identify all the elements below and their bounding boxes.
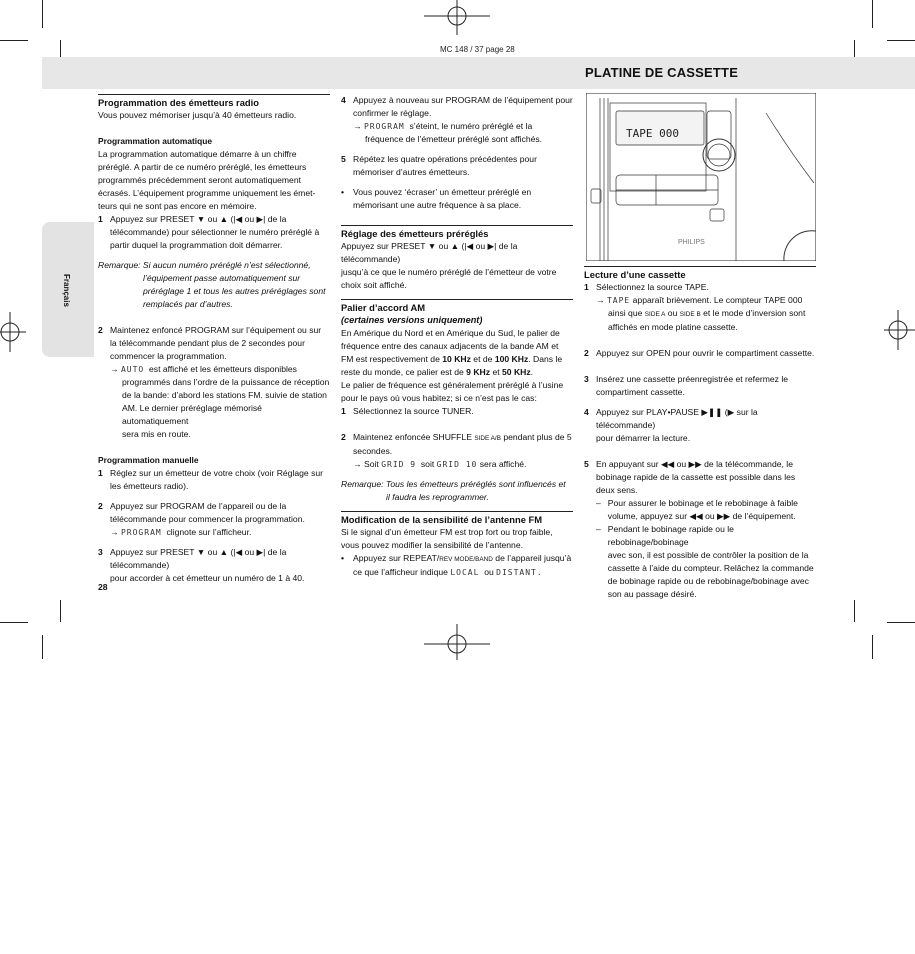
text-line: fréquence entre des canaux adjacents de la bande AM et: [341, 341, 559, 351]
text-line: deux sens.: [596, 485, 638, 495]
text-run: sera affiché.: [479, 459, 527, 469]
chapter-title: PLATINE DE CASSETTE: [585, 65, 739, 80]
step-number: 3: [98, 547, 103, 557]
text-line: cassette à l’aide du compteur. Relâchez la commande: [607, 563, 814, 573]
lcd-text: PROGRAM: [363, 122, 405, 131]
step: [584, 373, 816, 399]
text-line: clignote sur l’afficheur.: [166, 527, 252, 537]
section-title: Palier d’accord AM: [341, 299, 573, 314]
step: [341, 431, 573, 471]
remark-line: l’équipement passe automatiquement sur: [143, 273, 301, 283]
bullet-item: [341, 186, 573, 212]
subsection-title: Programmation manuelle: [98, 455, 199, 465]
text-run: apparaît brièvement. Le compteur TAPE 000: [632, 295, 803, 305]
text-line: Vous pouvez ‘écraser’ un émetteur préréglé en: [353, 187, 532, 197]
value-100khz: 100 KHz: [494, 354, 529, 364]
remark: Remarque: Tous les émetteurs préréglés sont influencés et: [341, 479, 566, 489]
step: [584, 406, 816, 445]
text-line: Appuyez sur OPEN pour ouvrir le compartiment cassette.: [596, 348, 815, 358]
step-number: 3: [584, 374, 589, 384]
text-line: Pendant le bobinage rapide ou le rebobinage/bobinage: [607, 524, 734, 547]
small-caps: SIDE A: [644, 311, 666, 318]
text-run: .: [530, 367, 534, 377]
text-line: pour démarrer la lecture.: [596, 433, 691, 443]
step-number: 1: [98, 214, 103, 224]
registration-target-left: [0, 312, 26, 352]
value-50khz: 50 KHz: [502, 367, 531, 377]
text-run: Maintenez enfoncée SHUFFLE: [353, 432, 475, 442]
text-run: ou: [484, 567, 494, 577]
text-line: télécommande pour commencer la programmation.: [110, 514, 305, 524]
text-line: Appuyez sur PRESET ▼ ou ▲ (|◀ ou ▶| de la télécommande): [341, 241, 518, 264]
text-line: est affiché et les émetteurs disponibles: [149, 364, 297, 374]
step: [584, 281, 816, 334]
text-line: Répétez les quatre opérations précédentes pour: [353, 154, 537, 164]
step: [341, 405, 573, 418]
text-line: vous pouvez modifier la sensibilité de l’antenne.: [341, 540, 524, 550]
crop-mark: [887, 40, 915, 41]
text-run: ainsi que: [608, 308, 645, 318]
value-9khz: 9 KHz: [466, 367, 491, 377]
step: [341, 94, 573, 146]
step: [341, 153, 573, 179]
section-title: Programmation des émetteurs radio: [98, 94, 330, 109]
text-line: partir duquel la programmation doit démarrer.: [110, 240, 283, 250]
text-line: [341, 366, 573, 379]
page-number: 28: [98, 582, 108, 592]
text-line: bobinage rapide de la cassette est possible dans les: [596, 472, 796, 482]
dash-icon: –: [596, 524, 601, 534]
text-line: son au passage désiré.: [607, 589, 697, 599]
step-number: 2: [98, 501, 103, 511]
text-run: Appuyez sur REPEAT/: [353, 553, 440, 563]
arrow-icon: →: [596, 295, 605, 305]
text-line: Insérez une cassette préenregistrée et refermez le: [596, 374, 789, 384]
column-2: [341, 94, 573, 579]
remark: Remarque: Si aucun numéro préréglé n’est sélectionné,: [98, 260, 311, 270]
crop-mark: [887, 622, 915, 623]
page-code: MC 148 / 37 page 28: [440, 45, 515, 54]
step: [98, 500, 330, 539]
text-run: ce que l’afficheur indique: [353, 567, 448, 577]
step: [98, 546, 330, 585]
step-number: 1: [584, 282, 589, 292]
dash-item: [596, 497, 816, 523]
text-line: La programmation automatique démarre à un chiffre: [98, 149, 297, 159]
text-run: FM est respectivement de: [341, 354, 443, 364]
dash-item: [596, 523, 816, 601]
text-run: pendant plus de 5: [500, 432, 572, 442]
text-line: Appuyez sur PLAY•PAUSE ▶❚❚ (▶ sur la télécommande): [596, 407, 758, 430]
text-line: pour le pays où vous habitez; si ce n’est pas le cas:: [341, 393, 537, 403]
text-line: Appuyez sur PRESET ▼ ou ▲ (|◀ ou ▶| de la télécommande): [110, 547, 287, 570]
text-line: la télécommande pendant plus de 2 secondes pour: [110, 338, 305, 348]
text-line: commencer la programmation.: [110, 351, 227, 361]
step-number: 4: [584, 407, 589, 417]
text-line: écrasés. L’équipement programme uniquement les émet-: [98, 188, 316, 198]
crop-mark: [42, 0, 43, 28]
text-run: de l’appareil jusqu’à: [492, 553, 572, 563]
step: [584, 347, 816, 360]
step: [584, 458, 816, 601]
step: [98, 324, 330, 441]
text-line: choix soit affiché.: [341, 280, 407, 290]
text-line: s’éteint, le numéro préréglé et la: [409, 121, 533, 131]
text-run: ou: [665, 308, 680, 318]
text-line: teurs qui ne sont pas encore en mémoire.: [98, 201, 257, 211]
header-band: [42, 57, 915, 89]
section-subtitle: (certaines versions uniquement): [341, 315, 483, 325]
crop-mark: [0, 622, 28, 623]
text-line: jusqu’à ce que le numéro préréglé de l’émetteur de votre: [341, 267, 557, 277]
arrow-icon: →: [353, 459, 362, 469]
bullet-item: [341, 552, 573, 579]
paragraph: Vous pouvez mémoriser jusqu’à 40 émetteurs radio.: [98, 110, 297, 120]
brand-logo: PHILIPS: [678, 239, 705, 246]
small-caps: SIDE B: [679, 311, 701, 318]
crop-mark: [872, 0, 873, 28]
display-readout: TAPE 000: [626, 127, 679, 140]
crop-mark: [60, 600, 61, 622]
text-run: et: [490, 367, 503, 377]
bullet-icon: •: [341, 553, 345, 563]
lcd-text: GRID 10: [436, 460, 478, 469]
lcd-text: LOCAL: [450, 568, 480, 577]
text-line: volume, appuyez sur ◀◀ ou ▶▶ de l’équipement.: [607, 511, 796, 521]
text-run: . Dans le: [528, 354, 563, 364]
text-line: Maintenez enfoncé PROGRAM sur l’équipement ou sur: [110, 325, 322, 335]
text-run: Soit: [363, 459, 379, 469]
text-run: et de: [470, 354, 495, 364]
language-tab-label: Français: [62, 274, 71, 307]
text-line: affichés en mode platine cassette.: [608, 322, 738, 332]
text-line: AM. Le dernier préréglage mémorisé automatiquement: [122, 403, 262, 426]
value-10khz: 10 KHz: [442, 354, 471, 364]
lcd-text: DISTANT.: [496, 568, 543, 577]
text-line: Le palier de fréquence est généralement préréglé à l’usine: [341, 380, 564, 390]
section-title: Lecture d’une cassette: [584, 266, 816, 281]
bullet-icon: •: [341, 187, 345, 197]
text-line: de bobinage rapide ou de rebobinage/bobinage avec: [607, 576, 809, 586]
arrow-icon: →: [110, 527, 119, 537]
text-line: les émetteurs radio).: [110, 481, 189, 491]
crop-mark: [854, 600, 855, 622]
text-line: En appuyant sur ◀◀ ou ▶▶ de la télécommande, le: [596, 459, 793, 469]
step-number: 1: [98, 468, 103, 478]
arrow-icon: →: [110, 364, 119, 374]
text-run: et le mode d’inversion sont: [700, 308, 806, 318]
text-line: pour accorder à cet émetteur un numéro de 1 à 40.: [110, 573, 305, 583]
section-title: Réglage des émetteurs préréglés: [341, 225, 573, 240]
step-number: 4: [341, 95, 346, 105]
column-3: [584, 266, 816, 601]
remark-line: préréglage 1 et tous les autres préréglages sont: [143, 286, 326, 296]
remark-line: il faudra les reprogrammer.: [386, 492, 489, 502]
text-line: télécommande) pour sélectionner le numéro préréglé à: [110, 227, 320, 237]
text-line: programmés dans l’ordre de la puissance de réception: [122, 377, 330, 387]
registration-target-top: [424, 0, 490, 36]
text-line: Sélectionnez la source TUNER.: [353, 406, 474, 416]
text-line: Appuyez à nouveau sur PROGRAM de l’équipement pour: [353, 95, 573, 105]
lcd-text: PROGRAM: [120, 528, 162, 537]
small-caps: REV MODE/BAND: [439, 556, 493, 563]
dash-icon: –: [596, 498, 601, 508]
step-number: 2: [584, 348, 589, 358]
text-line: Appuyez sur PRESET ▼ ou ▲ (|◀ ou ▶| de la: [110, 214, 287, 224]
text-line: programmés précédemment seront automatiquement: [98, 175, 302, 185]
text-line: Sélectionnez la source TAPE.: [596, 282, 709, 292]
text-line: mémoriser d’autres émetteurs.: [353, 167, 470, 177]
text-line: compartiment cassette.: [596, 387, 685, 397]
text-line: sera mis en route.: [122, 429, 191, 439]
text-run: soit: [420, 459, 435, 469]
small-caps: SIDE A/B: [474, 435, 501, 442]
remark-line: remplacés par d’autres.: [143, 299, 233, 309]
text-line: avec son, il est possible de contrôler la position de la: [607, 550, 809, 560]
step-number: 5: [584, 459, 589, 469]
lcd-text: TAPE: [606, 296, 631, 305]
section-title: Modification de la sensibilité de l’antenne FM: [341, 511, 573, 526]
step-number: 1: [341, 406, 346, 416]
cassette-deck-illustration: [586, 93, 816, 261]
lcd-text: GRID 9: [381, 460, 417, 469]
text-line: En Amérique du Nord et en Amérique du Sud, le palier de: [341, 328, 560, 338]
registration-target-bottom: [424, 624, 490, 660]
crop-mark: [872, 635, 873, 659]
step-number: 2: [98, 325, 103, 335]
registration-target-right: [884, 310, 915, 350]
step-number: 5: [341, 154, 346, 164]
text-line: mémorisant une autre fréquence à sa place.: [353, 200, 522, 210]
step: [98, 467, 330, 493]
text-line: Pour assurer le bobinage et le rebobinage à faible: [607, 498, 798, 508]
column-1: [98, 94, 330, 585]
crop-mark: [42, 635, 43, 659]
text-line: Appuyez sur PROGRAM de l’appareil ou de la: [110, 501, 287, 511]
subsection-title: Programmation automatique: [98, 136, 213, 146]
text-line: Réglez sur un émetteur de votre choix (voir Réglage sur: [110, 468, 324, 478]
arrow-icon: →: [353, 121, 362, 131]
text-line: confirmer le réglage.: [353, 108, 432, 118]
text-line: secondes.: [353, 446, 393, 456]
text-run: reste du monde, ce palier est de: [341, 367, 467, 377]
text-line: préréglé. A partir de ce numéro préréglé, les émetteurs: [98, 162, 307, 172]
step: [98, 213, 330, 252]
step-number: 2: [341, 432, 346, 442]
text-line: fréquence de l’émetteur préréglé sont affichés.: [365, 134, 543, 144]
text-line: de la bande: d’abord les stations FM. suivie de station: [122, 390, 327, 400]
lcd-text: AUTO: [120, 365, 145, 374]
crop-mark: [0, 40, 28, 41]
text-line: Si le signal d’un émetteur FM est trop fort ou trop faible,: [341, 527, 553, 537]
text-line: [341, 353, 573, 366]
